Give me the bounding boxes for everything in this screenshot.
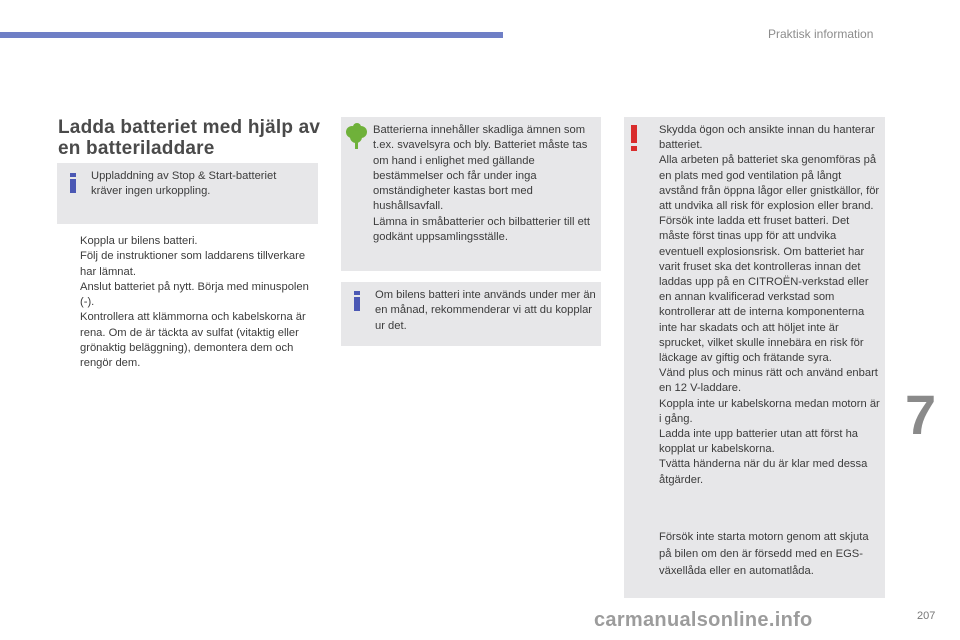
warning-extra-text: Försök inte starta motorn genom att skjuta på bilen om den är försedd med en EGS-växellåda eller en automatlåda. <box>659 531 869 577</box>
info-box-text: Om bilens batteri inte används under mer än en månad, rekommenderar vi att du kopplar ur det. <box>375 289 596 332</box>
section-title: Praktisk information <box>768 27 874 41</box>
warning-box <box>624 117 885 598</box>
page-title: Ladda batteriet med hjälp av en batteriladdare <box>58 117 321 159</box>
list-item: Koppla ur bilens batteri. <box>80 235 198 247</box>
info-box-stop-start <box>57 163 318 224</box>
eco-box-text: Batterierna innehåller skadliga ämnen som t.ex. svavelsyra och bly. Batteriet måste tas om hand i enlighet med gällande bestämmelser och får under inga omständigheter kastas bort med hushållsavfall. Lämna in småbatterier och bilbatterier till ett godkänt uppsamlingsställe. <box>373 124 591 244</box>
chapter-number: 7 <box>905 383 937 446</box>
eco-box <box>341 117 601 271</box>
list-item: Kontrollera att klämmorna och kabelskorna är rena. Om de är täckta av sulfat (vitaktig eller grönaktig beläggning), demontera dem och rengör dem. <box>80 311 306 370</box>
instruction-list <box>61 234 323 372</box>
warning-text: Skydda ögon och ansikte innan du hanterar batteriet. Alla arbeten på batteriet ska genomföras på en plats med god ventilation på långt avstånd från öppna lågor eller gnistkällor, för att undvika all risk för explosion eller brand. Försök inte ladda ett fruset batteri. Det måste först tinas upp för att undvika eventuell explosionsrisk. Om batteriet har varit fruset ska det kontrolleras innan det laddas upp på en CITROËN-verkstad eller en annan kvalificerad verkstad som kontrollerar att de interna komponenterna inte har skadats och att höljet inte är sprucket, vilket skulle innebära en risk för läckage av giftig och frätande syra. Vänd plus och minus rätt och använd enbart en 12 V-laddare. Koppla inte ur kabelskorna medan motorn är i gång. Ladda inte upp batterier utan att först ha kopplat ur kabelskorna. Tvätta händerna när du är klar med dessa åtgärder. <box>659 124 880 486</box>
exclamation-icon <box>631 125 637 151</box>
list-item: Anslut batteriet på nytt. Börja med minuspolen (-). <box>80 280 309 309</box>
watermark: carmanualsonline.info <box>594 609 813 631</box>
header-accent-bar <box>0 32 503 38</box>
page-number: 207 <box>917 610 936 622</box>
leaf-icon <box>345 123 369 151</box>
list-item: Följ de instruktioner som laddarens tillverkare har lämnat. <box>80 250 306 278</box>
info-box-battery-unused <box>341 282 601 346</box>
info-box-text: Uppladdning av Stop & Start-batteriet kräver ingen urkoppling. <box>91 170 277 198</box>
